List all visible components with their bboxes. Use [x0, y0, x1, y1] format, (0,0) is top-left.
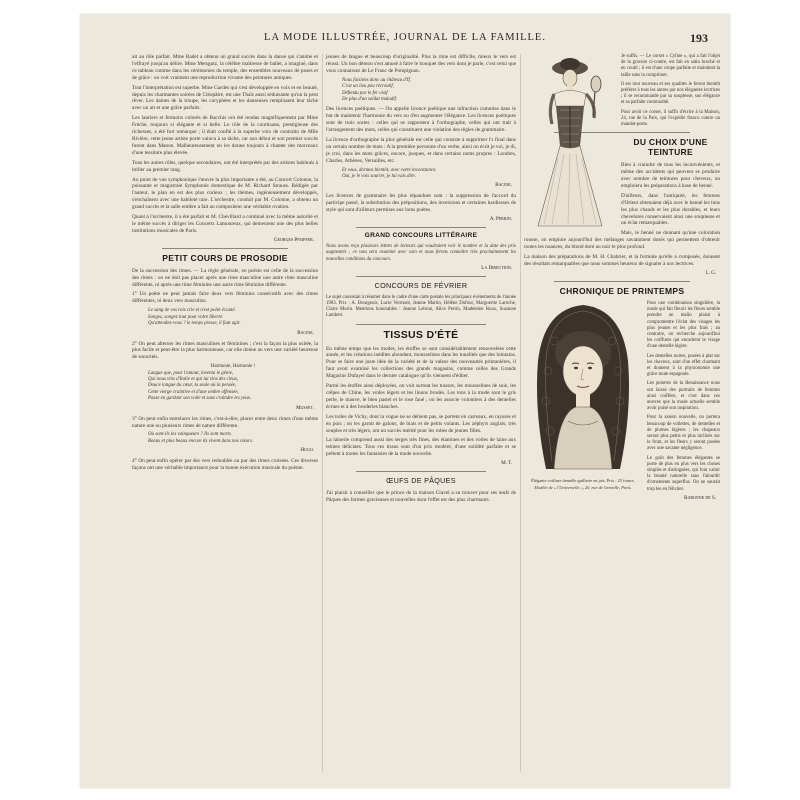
article-signature: M. T. — [501, 461, 512, 467]
article-paragraph: Pour avoir ce corset, il suffit d'écrire à la Maison, 24, rue de la Paix, qui l'expédie franco contre un mandat-poste. — [621, 109, 720, 128]
article-paragraph: Les lauriers et fermoirs colorés de Bacchis ont été rendus magnifiquement par Mme Fréche, toujours si élégante et si belle. Le rôle de la courtisane, prestigieuse des richesses, a été fort remarqué ; il était confié à la superbe voix de contralto de Mlle Rivière, cette jeune artiste porte vaincu à sa tâche, car son début et son premier succès furent dans Manon. Malheureusement on les donne toujours à chanter des morceaux d'une tessiture plus élevée. — [132, 115, 318, 156]
section-rule — [356, 227, 486, 228]
article-paragraph: ait au rôle parfait. Mme Badet a obtenu un grand succès dans la danse qui s'anime et l'effrayé jusqu'au délire. Mme Metsgutz, la célèbre maîtresse de ballet, a imaginé, dans ce tableau comme dans les cérémonies du temple, des ensembles nouveaux de poses et de grâce : on voit vraiment une reproduction vivante des peintures antiques. — [132, 54, 318, 81]
portrait-caption-secondary: Modèle de « l'Universelle », 20, rue de Grenelle, Paris. — [534, 485, 632, 491]
verse-signature: Musset. — [296, 405, 314, 411]
page-number: 193 — [690, 31, 708, 45]
verse-line: Beaux et plus beaux encore ils vivent dans nos cœurs. — [148, 438, 253, 444]
article-signature: L. G. — [705, 270, 716, 276]
article-paragraph: Mais, le henné ne donnant qu'une coloration rousse, on emploie aujourd'hui des mélanges savamment dosés qui permettent d'obtenir toutes les nuances, du blond doré au noir le plus profond. — [524, 230, 720, 251]
verse-signature: Racine. — [297, 330, 314, 336]
article-paragraph: Pour une combinaison singulière, la mode qui fait fleurir les fleurs semble prendre un malin plaisir à compromettre l'éclat des visages les plus jeunes et les plus frais ; au contraire, on recherche aujourd'hui les coiffures qui encadrent le visage d'une dentelle légère. — [647, 300, 720, 350]
article-paragraph: jeunes de langue et beaucoup d'originalité. Plus la rime est difficile, mieux le vers est réussi. Un bon démon s'est amusé à faire le bouquet des vers dont je parle, c'est celui que vous connaissez de Le Franc de Pompignan. — [326, 54, 516, 74]
running-head — [80, 32, 730, 46]
column-middle — [326, 54, 516, 774]
article-paragraph: La licence d'orthographe la plus générale est celle qui consiste à supprimer l's final dans un certain nombre de mots : A la première personne d'un verbe, ainsi on écrit je voi, je di, je croi, dans les mots grâces, encore, jusques, et dans certains noms propres : Londres, Charles, Athènes, Versailles, etc. — [326, 136, 516, 164]
verse-signature: Racine. — [495, 183, 512, 189]
portrait-caption: Élégante coiffure dentelle guillerie en jais. Prix : 25 francs. — [531, 477, 635, 483]
article-paragraph: Le sujet consistait à résumer dans le cadre d'une carte postale les principaux événements de l'année 1903. Prix : A. Bourgeois, Lucie Vermont, Jeanne Martin, Hélène Dufour, Marguerite Laroche, Claire Morin. Mentions honorables : Jeanne Lebrun, Alice Perrin, Madeleine Roux, Suzanne Lambert. — [326, 294, 516, 319]
section-rule — [162, 248, 288, 249]
verse-line: Le sang de vos rois crie et n'est point écouté. — [148, 308, 236, 314]
lace-headdress-portrait-icon — [524, 301, 642, 491]
article-paragraph: Je suffis. — Le corset « Cyline », qui a fait l'objet de la gravure ci-contre, est fait en satin broché et en coutil ; il est d'une coupe parfaite et maintient la taille sans la comprimer. — [621, 54, 720, 78]
verse-line: Songez, songez tout pour votre liberté. — [148, 314, 224, 320]
article-paragraph: Au point de vue symphonique l'œuvre la plus importante a été, au Concert Colonne, la puissante et magistrale Symphonie domestique de M. Richard Strauss. Rédigée par l'auteur, le plan en est des plus curieux ; les thèmes, ingénieusement développés, s'enchaînent avec une habileté rare. L'orchestre, conduit par M. Colonne, a obtenu un grand succès et la salle entière a fait au compositeur une véritable ovation. — [132, 176, 318, 211]
column-right — [524, 54, 720, 774]
section-rule — [356, 276, 486, 277]
verse-line: Douce langue du cœur, la seule où la pensée, — [148, 383, 237, 389]
verse-line: De plus d'un soldat maladif. — [342, 96, 398, 102]
article-paragraph: J'ai plaisir à conseiller que le prince de la maison Clavel a su trouver pour ses œufs de Pâques des formes gracieuses et nouvelles dont l'effet est des plus charmants. — [326, 490, 516, 504]
verse-line: C'est un lieu peu récréatif, — [342, 84, 394, 90]
verse-signature: Hugo. — [300, 448, 314, 454]
article-signature: A. Perrin. — [489, 217, 512, 223]
article-paragraph: D'ailleurs, dans l'antiquité, les femmes d'Orient obtenaient déjà avec le henné les tons les plus chauds et les plus durables, et leurs chevelures conservaient ainsi une souplesse et un éclat remarquables. — [621, 192, 720, 227]
running-title: LA MODE ILLUSTRÉE, JOURNAL DE LA FAMILLE. — [264, 32, 546, 43]
article-paragraph: La maison des préparations de M. H. Chabrier, et la formule qu'elle a composée, donnent des résultats remarquables que nous sommes heureux de signaler à nos lectrices. — [524, 254, 720, 268]
article-paragraph: 3° On peut enfin entrelacer les rimes, c'est-à-dire, placer entre deux rimes d'une même nature une ou plusieurs rimes de nature différente. — [132, 415, 318, 429]
verse-block — [148, 308, 318, 327]
article-paragraph: Quant à l'orchestre, il a été parfait et M. Chevillard a continué avec la même autorité et le même succès à diriger les Concerts Lamoureux, qui demeurent une des plus belles institutions musicales de Paris. — [132, 214, 318, 234]
newspaper-page — [80, 14, 730, 788]
column-divider — [322, 54, 323, 772]
article-paragraph: Pour la saison nouvelle, on portera beaucoup de voilettes, de dentelles et de plumes légères ; les chapeaux seront plus petits et plus inclinés sur le front, et les fleurs y seront posées avec une savante négligence. — [647, 415, 720, 452]
verse-line: Qui nous vins d'Italie et qui lui vins des cieux, — [148, 377, 239, 383]
section-title-fevrier: CONCOURS DE FÉVRIER — [374, 280, 468, 290]
article-paragraph: Bien à craindre de tous les inconvénients, et même des accidents qui peuvent se produire avec nombre de teintures pour cheveux, on emploiera les préparations à base de henné. — [621, 162, 720, 189]
section-rule — [356, 324, 486, 325]
corset-feature — [524, 54, 720, 128]
corset-engraving-icon — [524, 54, 616, 230]
verse-title: Harmonie, Harmonie ! — [210, 364, 256, 370]
article-paragraph: Les dentelles noires, posées à plat sur les cheveux, sont d'un effet charmant et donnent à la physionomie une grâce toute espagnole. — [647, 353, 720, 378]
article-signature: Georges Pfeiffer. — [273, 237, 314, 243]
article-signature: La Direction. — [481, 265, 512, 271]
article-paragraph: Parmi les étoffes ainsi déployées, on voit surtout les tussors, les mousselines de soie, les crêpes de Chine, les voiles légers et les linons brodés. Les tons à la mode sont le gris perle, le mauve, le bleu pastel et le rose fané ; on les associe volontiers à des dentelles écrues et à des broderies blanches. — [326, 383, 516, 410]
verse-block — [148, 432, 318, 445]
article-paragraph: La lainerie comprend aussi des serges très fines, des étamines et des voiles de laine aux teintes délicates. Tous ces tissus sont d'un prix modéré, d'une solidité parfaite et se prêtent à toutes les fantaisies de la mode nouvelle. — [326, 437, 516, 458]
section-rule — [356, 471, 486, 472]
article-paragraph: En même temps que les modes, les étoffes se sont considérablement renouvelées cette année, et les créations inédites abondent, mousselines dans les tonalités que des lointains. Pour se faire une juste idée de la variété et de la valeur des nouveautés printanières, il faut avoir examiné les collections des grands magasins, comme celles des Grands Magasins Dufayel dans le dernier catalogue qu'ils viennent d'éditer. — [326, 345, 516, 380]
column-divider — [520, 54, 521, 772]
article-paragraph: Tout l'interprétation est superbe. Mme Gardes qui s'est développée en voix et en beauté, depuis les charmantes soirées de Cléopâtre, est une Thaïs aussi séduisante qu'on la peut rêver. Les dames de la troupe, les coryphées et les danseuses remplissent leur tâche avec un art et une grâce parfaits. — [132, 84, 318, 112]
verse-line: Oui, je le vois sourire, je lui vais dire. — [342, 174, 416, 179]
article-paragraph: De la succession des rimes. — La règle générale, en poésie est celle de la succession des rimes : on ne doit pas placer après une rime masculine une autre rime masculine différente, ni après une rime féminine une autre rime féminine différente. — [132, 267, 318, 288]
verse-line: Et vous, dormez bientôt, avec votre inconstance. — [342, 167, 437, 173]
article-paragraph: Les toiles de Vichy, dont la vogue ne se dément pas, se portent en carreaux, en rayures et en pois ; on les garnit de galons, de biais et de petits volants. Les zéphyrs anglais, très souples et très légers, ont un succès mérité pour les robes de jeunes filles. — [326, 413, 516, 434]
verse-line: Cette vierge craintive et d'une ombre offensée, — [148, 389, 239, 395]
section-title-teinture: DU CHOIX D'UNE TEINTURE — [633, 137, 708, 158]
section-title-chronique: CHRONIQUE DE PRINTEMPS — [559, 285, 685, 296]
article-paragraph: Des licences poétiques. — On appelle licence poétique une infraction commise dans le but de maintenir l'harmonie du vers ou d'en augmenter l'élégance. Les licences poétiques sont de trois sortes : celles qui se rapportent à l'orthographe, celles qui ont trait à l'arrangement des mots, celles qui constituent une violation des règles de grammaire. — [326, 106, 516, 134]
verse-line: Passe en gardant son voile et sans craindre les yeux. — [148, 396, 252, 402]
article-paragraph: Nous avons reçu plusieurs lettres de lecteurs qui voudraient voir le nombre et la date des prix augmentés ; ce vœu sera examiné avec soin et nous ferons connaître très prochainement les nouvelles conditions du concours. — [326, 244, 516, 262]
section-title-oeufs: ŒUFS DE PÂQUES — [386, 476, 456, 486]
article-paragraph: Les peintres de la Renaissance nous ont laissé des portraits de femmes ainsi coiffées, et c'est dans ces œuvres que la mode actuelle semble avoir puisé son inspiration. — [647, 381, 720, 412]
column-left — [132, 54, 318, 774]
verse-line: Nous faisions donc au château d'If, — [342, 77, 411, 83]
verse-line: Défendu par le fer oisif — [342, 90, 388, 96]
article-paragraph: Le goût des femmes élégantes se porte de plus en plus vers les choses simples et distinguées, qui font valoir la beauté naturelle sans l'alourdir d'ornements superflus. On ne saurait trop les en féliciter. — [647, 455, 720, 492]
article-paragraph: 2° On peut alterner les rimes masculines et féminines ; c'est la façon la plus usitée, la plus facile et peut-être la plus harmonieuse, car elle donne au vers une variété heureuse de sonorités. — [132, 340, 318, 361]
section-title-concours: GRAND CONCOURS LITTÉRAIRE — [364, 232, 478, 240]
article-paragraph: Les licences de grammaire les plus répandues sont : la suppression de l'accord du participe passé, la substitution des prépositions, des inversions et certaines hardiesses de style qui sont d'ailleurs permises aux bons poètes. — [326, 193, 516, 214]
section-rule — [554, 281, 690, 282]
article-paragraph: 4° On peut enfin opérer par des vers redoublés ou par des rimes croisées. Ces diverses façons ont une véritable importance pour la bonne exécution musicale du poème. — [132, 458, 318, 472]
article-paragraph: Tous les autres rôles, quelque secondaires, ont été interprétés par des artistes habitués à briller au premier rang. — [132, 159, 318, 173]
verse-block — [342, 168, 516, 181]
article-paragraph: 1° Un poète ne peut jamais faire deux vers féminins consécutifs avec des rimes différentes, ni deux vers masculins. — [132, 291, 318, 305]
section-title-prosodie: PETIT COURS DE PROSODIE — [162, 252, 288, 263]
article-paragraph: Il est tout nouveau et ses qualités le feront bientôt préférer à tous les autres par nos élégantes lectrices ; il se recommande par sa souplesse, son élégance et sa parfaite commodité. — [621, 81, 720, 106]
verse-line: Langue que, pour l'amour, inventa le génie, — [148, 370, 234, 376]
section-title-tissus: TISSUS D'ÉTÉ — [383, 328, 459, 341]
verse-block — [148, 364, 318, 402]
verse-block — [342, 78, 516, 104]
verse-line: Où sont-ils les vainqueurs ? Ils sont morts. — [148, 432, 232, 438]
verse-line: Qu'attendez-vous ? le temps presse, il faut agir. — [148, 321, 241, 327]
article-signature: Baronne de S. — [684, 495, 716, 501]
